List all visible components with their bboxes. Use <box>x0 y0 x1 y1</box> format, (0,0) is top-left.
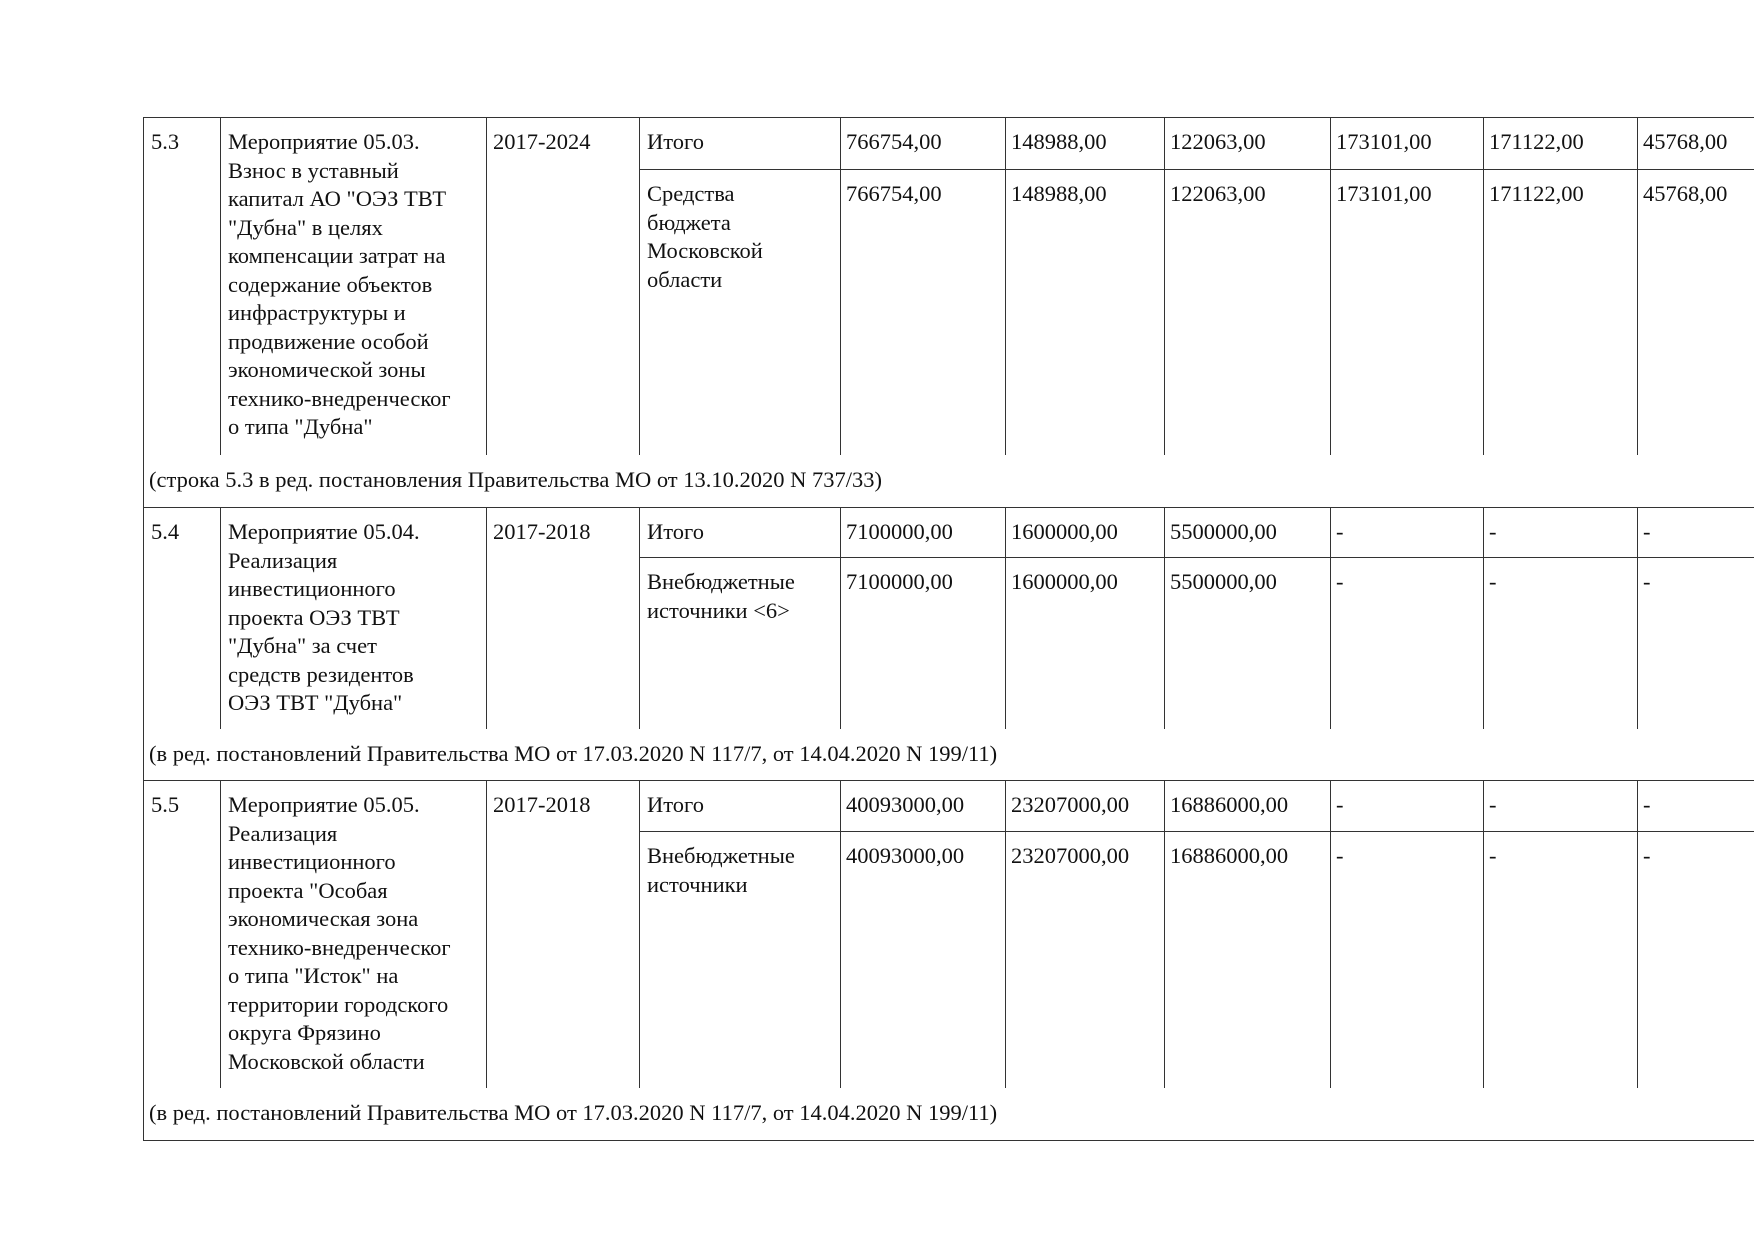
column-rule <box>1005 507 1006 729</box>
activity-name-line: проекта "Особая <box>228 877 388 903</box>
activity-name-line: Мероприятие 05.04. <box>228 519 420 544</box>
column-rule <box>1164 780 1165 1088</box>
column-rule <box>1637 117 1638 455</box>
amount-cell: - <box>1489 569 1497 594</box>
period: 2017-2018 <box>493 519 591 544</box>
activity-name-line: инвестиционного <box>228 849 396 874</box>
amount-cell: - <box>1336 569 1344 594</box>
column-rule <box>1164 117 1165 455</box>
funding-source-line: Итого <box>647 519 704 544</box>
column-rule <box>1330 507 1331 729</box>
funding-source-line: области <box>647 266 723 292</box>
amount-cell: 45768,00 <box>1643 181 1728 206</box>
column-rule <box>220 117 221 455</box>
funding-source-line: Итого <box>647 792 704 817</box>
activity-name-line: территории городского <box>228 991 449 1017</box>
activity-name-line: инвестиционного <box>228 576 396 601</box>
column-rule <box>486 507 487 729</box>
amount-cell: 45768,00 <box>1643 129 1728 154</box>
column-rule <box>1637 507 1638 729</box>
column-rule <box>1483 780 1484 1088</box>
activity-name-line: средств резидентов <box>228 661 414 687</box>
subrow-divider <box>639 169 1754 170</box>
amount-cell: 148988,00 <box>1011 129 1107 154</box>
activity-name-line: проекта ОЭЗ ТВТ <box>228 604 400 630</box>
activity-name-line: Московской области <box>228 1048 425 1074</box>
amount-cell: - <box>1643 519 1651 544</box>
amount-cell: 148988,00 <box>1011 181 1107 206</box>
column-rule <box>220 780 221 1088</box>
column-rule <box>840 117 841 455</box>
amendment-note: (строка 5.3 в ред. постановления Правительства МО от 13.10.2020 N 737/33) <box>149 467 882 492</box>
column-rule <box>840 780 841 1088</box>
amount-cell: 173101,00 <box>1336 129 1432 154</box>
activity-name-line: капитал АО "ОЭЗ ТВТ <box>228 186 447 211</box>
table-bottom-border <box>143 1140 1754 1141</box>
funding-source-line: Средства <box>647 181 735 206</box>
activity-name-line: округа Фрязино <box>228 1020 381 1045</box>
activity-name-line: компенсации затрат на <box>228 243 446 268</box>
amount-cell: 23207000,00 <box>1011 792 1130 817</box>
column-rule <box>1005 117 1006 455</box>
amount-cell: 122063,00 <box>1170 129 1266 154</box>
row-number: 5.5 <box>151 792 180 817</box>
activity-name-line: о типа "Исток" на <box>228 963 399 988</box>
amount-cell: - <box>1336 792 1344 817</box>
row-top-border <box>143 780 1754 781</box>
amount-cell: 171122,00 <box>1489 129 1584 154</box>
activity-name-line: технико-внедренческог <box>228 934 451 960</box>
column-rule <box>639 507 640 729</box>
column-rule <box>840 507 841 729</box>
activity-name-line: Реализация <box>228 820 338 846</box>
activity-name-line: Мероприятие 05.05. <box>228 792 420 817</box>
row-top-border <box>143 507 1754 508</box>
amount-cell: 16886000,00 <box>1170 843 1289 868</box>
activity-name-line: экономической зоны <box>228 357 426 382</box>
column-rule <box>1483 117 1484 455</box>
column-rule <box>1483 507 1484 729</box>
funding-source-line: Московской <box>647 238 763 263</box>
amount-cell: - <box>1643 569 1651 594</box>
activity-name-line: технико-внедренческог <box>228 385 451 411</box>
activity-name-line: "Дубна" в целях <box>228 214 383 240</box>
activity-name-line: продвижение особой <box>228 328 429 354</box>
table-left-border <box>143 117 144 1140</box>
column-rule <box>1330 117 1331 455</box>
column-rule <box>486 117 487 455</box>
activity-name-line: Мероприятие 05.03. <box>228 129 420 154</box>
amount-cell: 40093000,00 <box>846 792 965 817</box>
amount-cell: - <box>1336 843 1344 868</box>
amount-cell: - <box>1643 843 1651 868</box>
amount-cell: 1600000,00 <box>1011 519 1118 544</box>
funding-source-line: источники <6> <box>647 597 790 623</box>
column-rule <box>639 780 640 1088</box>
amount-cell: - <box>1336 519 1344 544</box>
period: 2017-2024 <box>493 129 591 154</box>
activity-name-line: инфраструктуры и <box>228 300 406 325</box>
activity-name-line: содержание объектов <box>228 271 433 297</box>
row-number: 5.3 <box>151 129 180 154</box>
amount-cell: 5500000,00 <box>1170 519 1277 544</box>
activity-name-line: о типа "Дубна" <box>228 414 373 439</box>
amount-cell: 40093000,00 <box>846 843 965 868</box>
amount-cell: 16886000,00 <box>1170 792 1289 817</box>
amendment-note: (в ред. постановлений Правительства МО от 17.03.2020 N 117/7, от 14.04.2020 N 199/11) <box>149 741 998 766</box>
column-rule <box>1330 780 1331 1088</box>
column-rule <box>486 780 487 1088</box>
amount-cell: 23207000,00 <box>1011 843 1130 868</box>
subrow-divider <box>639 557 1754 558</box>
amount-cell: 7100000,00 <box>846 569 953 594</box>
funding-source-line: Итого <box>647 129 704 154</box>
amount-cell: 122063,00 <box>1170 181 1266 206</box>
row-top-border <box>143 117 1754 118</box>
column-rule <box>1005 780 1006 1088</box>
amount-cell: 7100000,00 <box>846 519 953 544</box>
column-rule <box>1164 507 1165 729</box>
activity-name-line: экономическая зона <box>228 906 419 931</box>
amount-cell: 5500000,00 <box>1170 569 1277 594</box>
amount-cell: 1600000,00 <box>1011 569 1118 594</box>
amount-cell: 173101,00 <box>1336 181 1432 206</box>
amount-cell: - <box>1489 843 1497 868</box>
amount-cell: - <box>1489 792 1497 817</box>
activity-name-line: Взнос в уставный <box>228 157 399 183</box>
activity-name-line: "Дубна" за счет <box>228 633 377 658</box>
funding-source-line: Внебюджетные <box>647 569 795 594</box>
subrow-divider <box>639 831 1754 832</box>
column-rule <box>220 507 221 729</box>
funding-source-line: бюджета <box>647 209 731 235</box>
column-rule <box>639 117 640 455</box>
funding-source-line: источники <box>647 871 748 897</box>
amount-cell: 766754,00 <box>846 129 942 154</box>
period: 2017-2018 <box>493 792 591 817</box>
row-number: 5.4 <box>151 519 180 544</box>
amendment-note: (в ред. постановлений Правительства МО от 17.03.2020 N 117/7, от 14.04.2020 N 199/11) <box>149 1100 998 1125</box>
amount-cell: - <box>1643 792 1651 817</box>
column-rule <box>1637 780 1638 1088</box>
amount-cell: 171122,00 <box>1489 181 1584 206</box>
activity-name-line: Реализация <box>228 547 338 573</box>
activity-name-line: ОЭЗ ТВТ "Дубна" <box>228 690 403 715</box>
amount-cell: - <box>1489 519 1497 544</box>
amount-cell: 766754,00 <box>846 181 942 206</box>
funding-source-line: Внебюджетные <box>647 843 795 868</box>
